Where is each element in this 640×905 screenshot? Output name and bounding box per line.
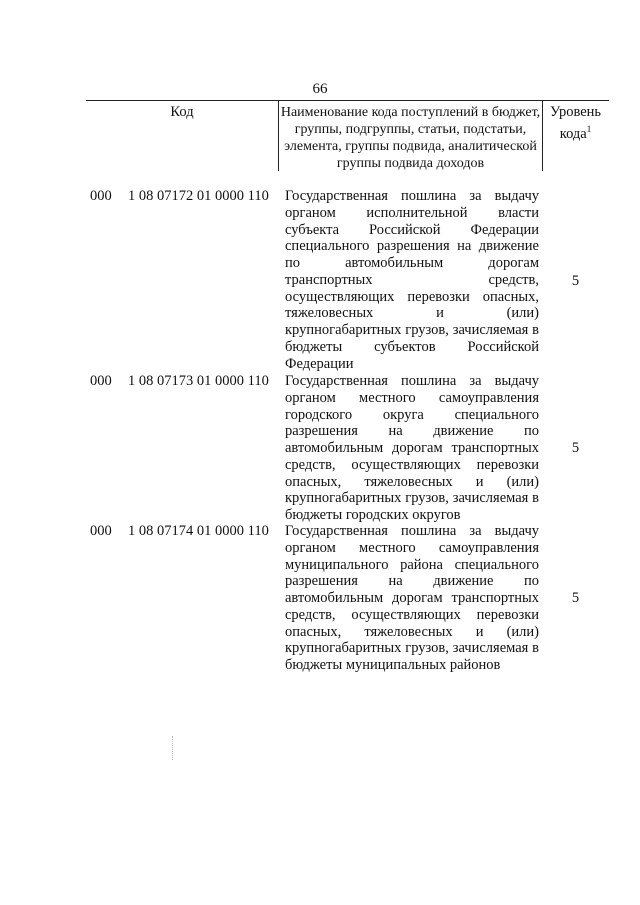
header-level-footnote: 1	[586, 124, 592, 134]
row-income-code: 1 08 07174 01 0000 110	[128, 523, 269, 539]
row-income-name: Государственная пошлина за выдачу органом местного самоуправления муниципального района специального разрешения на движение по автомобильным дорогам транспортных средств, осуществляющих перевозки опасных, тяжеловесных и (или) крупногабаритных грузов, зачисляемая в бюджеты муниципальных районов	[285, 523, 539, 673]
row-admin-code: 000	[90, 188, 112, 204]
page-number: 66	[312, 81, 328, 97]
scan-artifact	[172, 736, 174, 760]
header-level	[542, 104, 609, 143]
row-income-code: 1 08 07172 01 0000 110	[128, 188, 269, 204]
row-income-name: Государственная пошлина за выдачу органом исполнительной власти субъекта Российской Федерации специального разрешения на движение по автомобильным дорогам транспортных средств, осуществляющих перевозки опасных, тяжеловесных и (или) крупногабаритных грузов, зачисляемая в бюджеты субъектов Российской Федерации	[285, 188, 539, 372]
header-level-label: Уровень кода	[549, 104, 602, 142]
row-income-name: Государственная пошлина за выдачу органом местного самоуправления городского округа специального разрешения на движение по автомобильным дорогам транспортных средств, осуществляющих перевозки опасных, тяжеловесных и (или) крупногабаритных грузов, зачисляемая в бюджеты городских округов	[285, 373, 539, 523]
header-code: Код	[170, 104, 194, 120]
row-level: 5	[571, 273, 580, 289]
row-level: 5	[571, 440, 580, 456]
row-income-code: 1 08 07173 01 0000 110	[128, 373, 269, 389]
row-admin-code: 000	[90, 523, 112, 539]
row-level: 5	[571, 590, 580, 606]
row-admin-code: 000	[90, 373, 112, 389]
header-name: Наименование кода поступлений в бюджет, группы, подгруппы, статьи, подстатьи, элемента, группы подвида, аналитической группы подвида доходов	[280, 105, 541, 171]
header-top-rule	[86, 100, 609, 101]
